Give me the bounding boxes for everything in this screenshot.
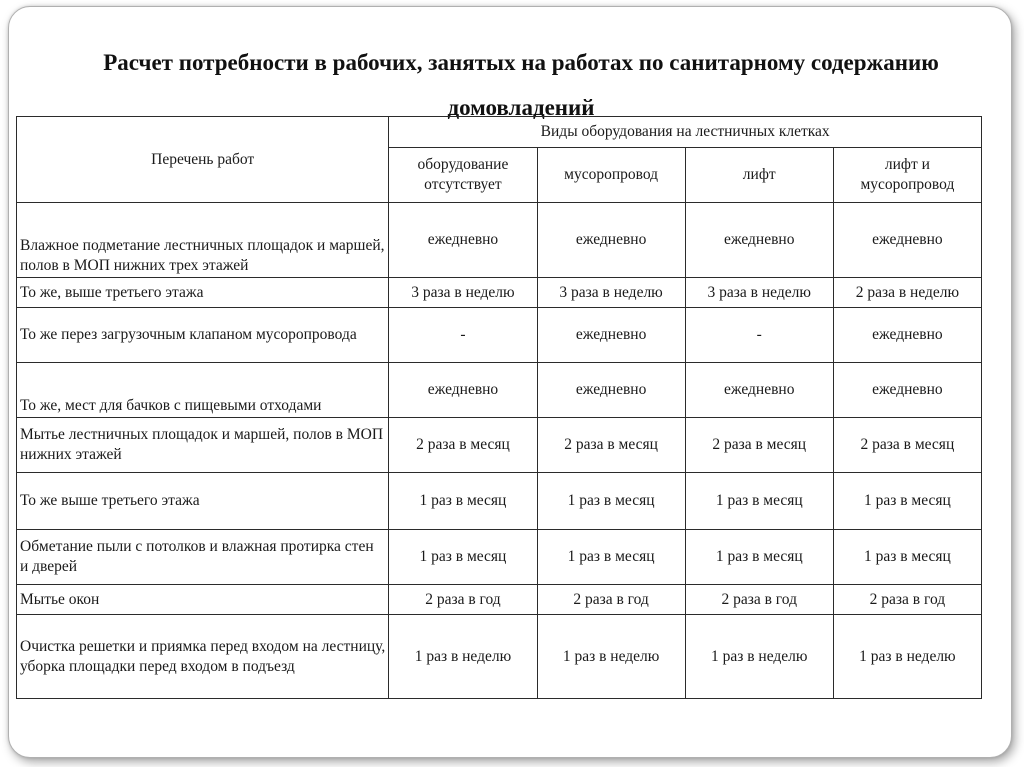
row-value: 2 раза в месяц [685, 418, 833, 473]
row-value: 2 раза в год [537, 585, 685, 615]
table-row [17, 530, 982, 585]
row-work: Очистка решетки и приямка перед входом на лестницу, уборка площадки перед входом в подъезд [17, 615, 389, 699]
header-no-equipment: оборудование отсутствует [389, 148, 537, 203]
row-value: 1 раз в месяц [833, 473, 981, 530]
row-value: - [685, 308, 833, 363]
row-value: 1 раз в неделю [537, 615, 685, 699]
header-elevator-and-chute: лифт и мусоропровод [833, 148, 981, 203]
row-value: 1 раз в месяц [685, 530, 833, 585]
row-value: ежедневно [833, 308, 981, 363]
row-value: 3 раза в неделю [685, 278, 833, 308]
row-work: Мытье окон [17, 585, 389, 615]
row-work: То же, выше третьего этажа [17, 278, 389, 308]
row-value: 1 раз в месяц [537, 530, 685, 585]
row-value: ежедневно [389, 363, 537, 418]
row-value: 1 раз в неделю [685, 615, 833, 699]
row-value: 3 раза в неделю [537, 278, 685, 308]
row-value: 1 раз в неделю [833, 615, 981, 699]
header-garbage-chute: мусоропровод [537, 148, 685, 203]
row-value: ежедневно [537, 363, 685, 418]
row-value: 2 раза в год [389, 585, 537, 615]
row-value: 1 раз в неделю [389, 615, 537, 699]
header-equipment-group: Виды оборудования на лестничных клетках [389, 117, 982, 148]
table-row [17, 203, 982, 278]
row-value: 1 раз в месяц [389, 530, 537, 585]
row-value: - [389, 308, 537, 363]
table-row [17, 363, 982, 418]
table-row [17, 585, 982, 615]
row-value: ежедневно [389, 203, 537, 278]
page-title: Расчет потребности в рабочих, занятых на работах по санитарному содержанию домовладений [103, 50, 939, 120]
row-value: 1 раз в месяц [389, 473, 537, 530]
row-work: Обметание пыли с потолков и влажная протирка стен и дверей [17, 530, 389, 585]
row-value: 1 раз в месяц [537, 473, 685, 530]
row-value: ежедневно [685, 363, 833, 418]
row-work: Мытье лестничных площадок и маршей, полов в МОП нижних этажей [17, 418, 389, 473]
row-work: То же, мест для бачков с пищевыми отходами [17, 363, 389, 418]
header-elevator: лифт [685, 148, 833, 203]
row-value: 2 раза в неделю [833, 278, 981, 308]
row-work: Влажное подметание лестничных площадок и маршей, полов в МОП нижних трех этажей [17, 203, 389, 278]
row-value: 2 раза в месяц [537, 418, 685, 473]
table-row [17, 615, 982, 699]
table-row [17, 473, 982, 530]
row-value: ежедневно [537, 203, 685, 278]
row-value: 3 раза в неделю [389, 278, 537, 308]
header-works: Перечень работ [17, 117, 389, 203]
row-value: 2 раза в год [833, 585, 981, 615]
row-value: 1 раз в месяц [685, 473, 833, 530]
table-row [17, 308, 982, 363]
schedule-table [16, 116, 982, 699]
row-value: 2 раза в год [685, 585, 833, 615]
row-value: ежедневно [833, 363, 981, 418]
row-work: То же выше третьего этажа [17, 473, 389, 530]
table-row [17, 418, 982, 473]
table-row [17, 278, 982, 308]
row-value: 2 раза в месяц [833, 418, 981, 473]
row-value: 2 раза в месяц [389, 418, 537, 473]
row-value: 1 раз в месяц [833, 530, 981, 585]
row-work: То же перез загрузочным клапаном мусоропровода [17, 308, 389, 363]
row-value: ежедневно [685, 203, 833, 278]
row-value: ежедневно [537, 308, 685, 363]
row-value: ежедневно [833, 203, 981, 278]
